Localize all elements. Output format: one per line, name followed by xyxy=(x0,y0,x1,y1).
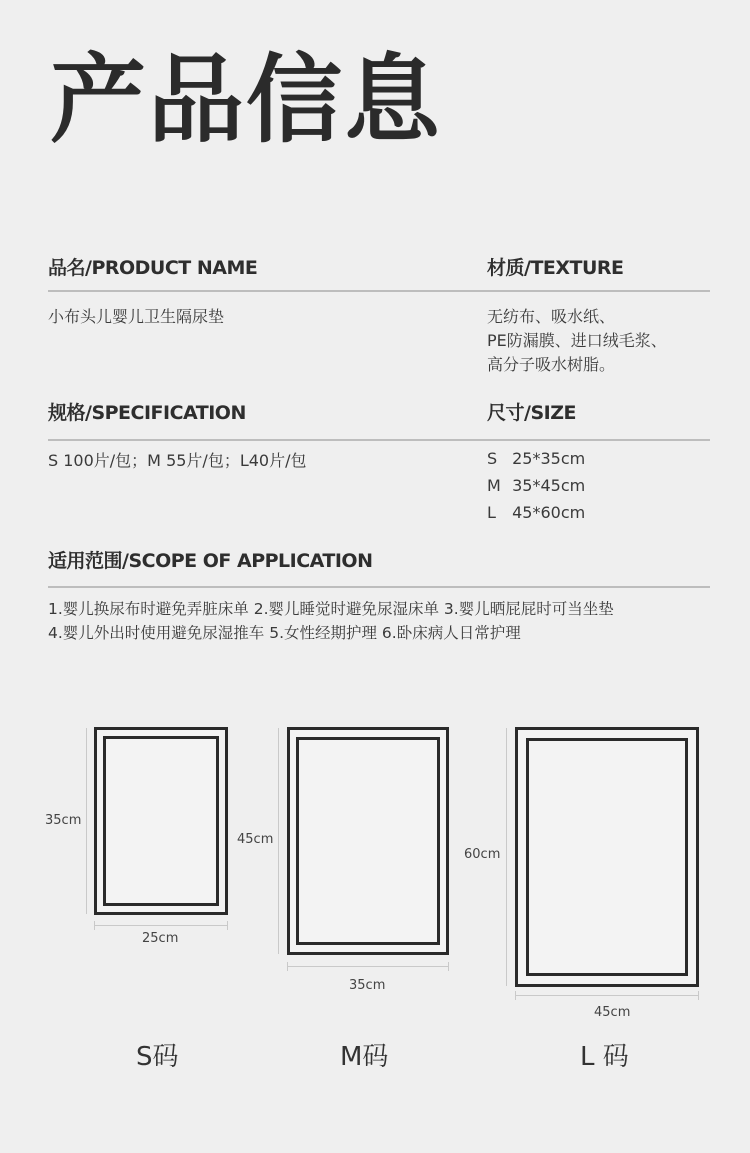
size-dims: 35*45cm xyxy=(512,476,586,495)
divider xyxy=(48,586,710,588)
size-dims: 45*60cm xyxy=(512,503,586,522)
specification-label: 规格/SPECIFICATION xyxy=(48,402,246,424)
size-code: L xyxy=(487,503,496,522)
height-guide xyxy=(506,728,507,986)
pad-inner-border xyxy=(103,736,219,906)
application-line: 1.婴儿换尿布时避免弄脏床单 2.婴儿睡觉时避免尿湿床单 3.婴儿晒屁屁时可当坐垫 xyxy=(48,600,614,618)
product-name-value: 小布头儿婴儿卫生隔尿垫 xyxy=(48,307,225,326)
width-guide xyxy=(94,925,228,926)
product-name-label: 品名/PRODUCT NAME xyxy=(48,257,258,279)
pad-inner-border xyxy=(526,738,688,976)
size-name: S码 xyxy=(136,1042,179,1072)
divider xyxy=(48,290,710,292)
size-label: 尺寸/SIZE xyxy=(487,402,576,424)
pad-diagram-s xyxy=(94,727,228,915)
pad-diagram-l xyxy=(515,727,699,987)
application-value xyxy=(48,597,614,645)
size-code: S xyxy=(487,449,498,468)
texture-label: 材质/TEXTURE xyxy=(487,257,624,279)
height-guide xyxy=(278,728,279,954)
width-label: 25cm xyxy=(142,931,179,946)
page-title: 产品信息 xyxy=(50,44,442,156)
size-row xyxy=(487,445,585,472)
width-guide xyxy=(515,995,699,996)
pad-inner-border xyxy=(296,737,440,945)
width-guide xyxy=(287,966,449,967)
height-label: 35cm xyxy=(45,813,82,828)
size-dims: 25*35cm xyxy=(512,449,586,468)
texture-line: 高分子吸水树脂。 xyxy=(487,355,616,374)
divider xyxy=(48,439,710,441)
texture-line: 无纺布、吸水纸、 xyxy=(487,307,616,326)
height-guide xyxy=(86,728,87,914)
width-label: 45cm xyxy=(594,1005,631,1020)
application-label: 适用范围/SCOPE OF APPLICATION xyxy=(48,550,373,572)
size-row xyxy=(487,499,585,526)
size-row xyxy=(487,472,585,499)
texture-line: PE防漏膜、进口绒毛浆、 xyxy=(487,331,667,350)
application-line: 4.婴儿外出时使用避免尿湿推车 5.女性经期护理 6.卧床病人日常护理 xyxy=(48,624,521,642)
size-name: M码 xyxy=(340,1042,389,1072)
height-label: 45cm xyxy=(237,832,274,847)
specification-value: S 100片/包；M 55片/包；L40片/包 xyxy=(48,451,307,470)
width-label: 35cm xyxy=(349,978,386,993)
height-label: 60cm xyxy=(464,847,501,862)
pad-diagram-m xyxy=(287,727,449,955)
size-name: L 码 xyxy=(580,1042,629,1072)
size-code: M xyxy=(487,476,501,495)
texture-value xyxy=(487,305,667,377)
